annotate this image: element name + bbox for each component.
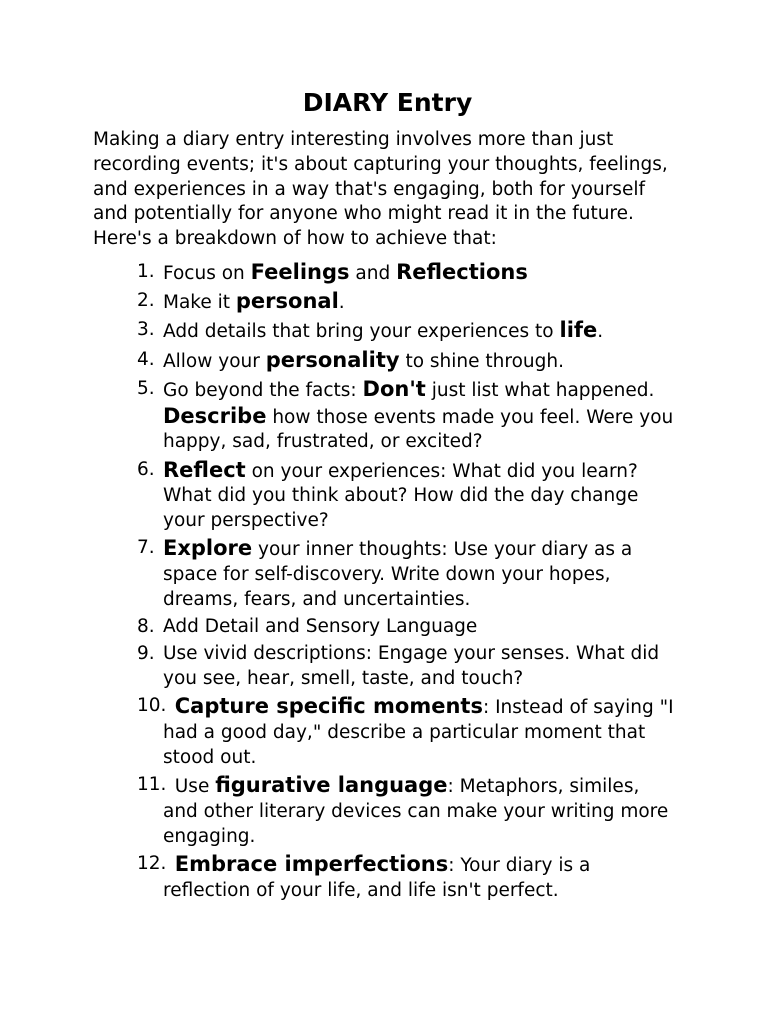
list-item <box>93 536 678 612</box>
list-item-text: on your experiences: What did you learn? What did you think about? How did the day change your perspective? <box>163 460 639 532</box>
tips-list <box>93 260 678 903</box>
list-item-number: 7. <box>137 537 155 559</box>
list-item-text: Use vivid descriptions: Engage your senses. What did you see, hear, smell, taste, and touch? <box>163 643 660 690</box>
list-item-number: 9. <box>137 643 155 665</box>
list-item-bold-text: life <box>559 318 598 343</box>
list-item-text: . <box>597 321 604 343</box>
list-item <box>93 852 678 904</box>
list-item <box>93 318 678 345</box>
list-item-text: Make it <box>163 292 236 314</box>
list-item-number: 2. <box>137 290 155 312</box>
list-item-number: 8. <box>137 616 155 638</box>
list-item <box>93 694 678 770</box>
list-item-bold-text: Describe <box>163 403 267 428</box>
list-item <box>93 773 678 849</box>
list-item <box>93 348 678 375</box>
list-item-number: 4. <box>137 348 155 370</box>
list-item-text: Go beyond the facts: <box>163 379 363 401</box>
list-item-text: Focus on <box>163 262 251 284</box>
intro-paragraph: Making a diary entry interesting involves more than just recording events; it's about capturing your thoughts, feelings, and experiences in a way that's engaging, both for yourself and potentially for anyone who might read it in the future. Here's a breakdown of how to achieve that: <box>93 129 668 250</box>
list-item-bold-text: Reflect <box>163 457 246 482</box>
list-item-text: just list what happened. <box>425 379 655 401</box>
list-item-text: Add details that bring your experiences to <box>163 321 560 343</box>
list-item-bold-text: figurative language <box>215 773 448 798</box>
list-item-text: : Metaphors, similes, and other literary devices can make your writing more engaging. <box>163 776 669 847</box>
list-item <box>93 642 678 692</box>
page-title: DIARY Entry <box>302 88 473 117</box>
list-item-text: your inner thoughts: Use your diary as a space for self-discovery. Write down your hopes, dreams, fears, and uncertainties. <box>163 539 633 610</box>
list-item-number: 11. <box>137 774 167 796</box>
list-item-text: : Instead of saying "I had a good day," describe a particular moment that stood out. <box>163 697 674 768</box>
list-item-bold-text: personality <box>265 347 400 372</box>
list-item-text: Add Detail and Sensory Language <box>163 616 478 638</box>
list-item-number: 10. <box>137 695 167 717</box>
list-item-text: . <box>338 292 345 314</box>
list-item-bold-text: Capture specific moments <box>174 694 483 719</box>
list-item-number: 1. <box>137 260 155 282</box>
list-item-number: 5. <box>137 377 155 399</box>
list-item-text: how those events made you feel. Were you happy, sad, frustrated, or excited? <box>163 406 674 453</box>
list-item-number: 3. <box>137 319 155 341</box>
list-item-number: 6. <box>137 458 155 480</box>
list-item-text: : Your diary is a reflection of your life, and life isn't perfect. <box>163 854 591 901</box>
list-item <box>93 260 678 287</box>
list-item <box>93 377 678 455</box>
list-item-text: to shine through. <box>399 350 564 372</box>
list-item-number: 12. <box>137 852 167 874</box>
list-item <box>93 615 678 640</box>
list-item-bold-text: Explore <box>163 536 253 561</box>
list-item-text: Allow your <box>163 350 266 372</box>
list-item-text: and <box>349 262 397 284</box>
list-item-bold-text: Feelings <box>250 259 350 284</box>
list-item-bold-text: Embrace imperfections <box>174 851 449 876</box>
list-item-bold-text: Don't <box>362 376 426 401</box>
list-item <box>93 458 678 534</box>
list-item <box>93 289 678 316</box>
list-item-bold-text: Reflections <box>396 259 528 284</box>
list-item-bold-text: personal <box>235 289 339 314</box>
list-item-text: Use <box>163 776 216 798</box>
